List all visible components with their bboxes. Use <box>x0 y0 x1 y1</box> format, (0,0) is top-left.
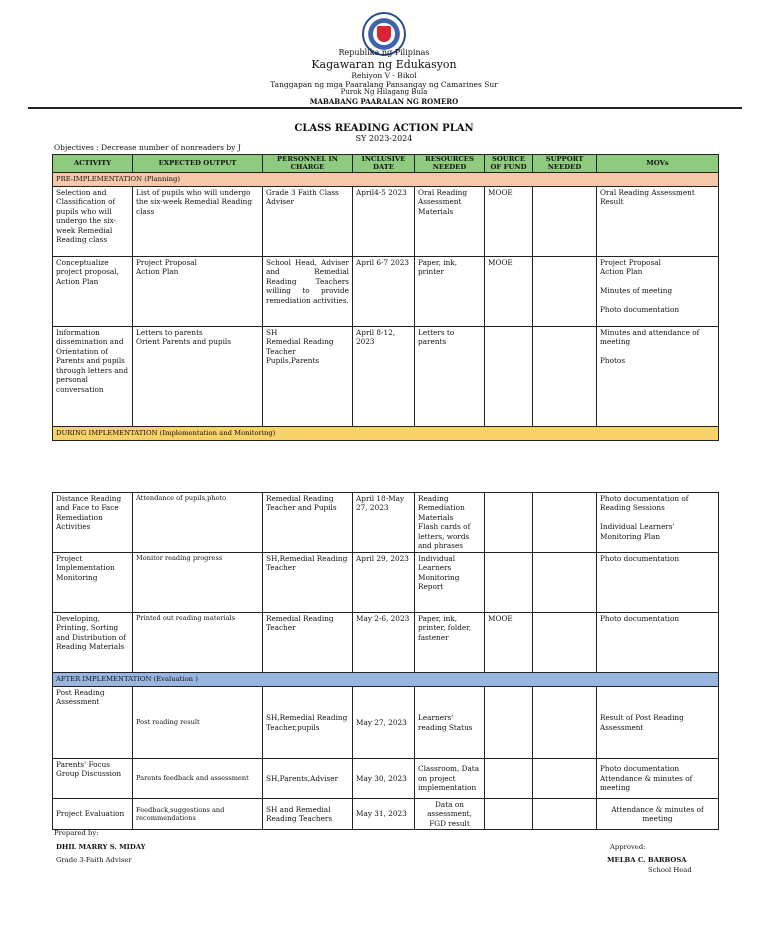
cell-personnel: Remedial Reading Teacher <box>263 613 353 673</box>
page-title: CLASS READING ACTION PLAN <box>294 123 474 134</box>
cell-output: Project Proposal Action Plan <box>133 256 263 326</box>
col-header-activity: ACTIVITY <box>53 155 133 173</box>
cell-fund: MOOE <box>485 186 533 256</box>
cell-support <box>533 799 597 830</box>
phase-during-implementation: DURING IMPLEMENTATION (Implementation and Monitoring) <box>53 426 719 440</box>
cell-personnel: SH,Remedial Reading Teacher <box>263 553 353 613</box>
cell-activity: Conceptualize project proposal, Action Plan <box>53 256 133 326</box>
cell-support <box>533 326 597 426</box>
cell-support <box>533 256 597 326</box>
cell-resources: Paper, ink, printer, folder, fastener <box>415 613 485 673</box>
prepared-by-label: Prepared by: <box>54 829 99 837</box>
cell-fund <box>485 687 533 759</box>
cell-activity: Parents' Focus Group Discussion <box>53 759 133 799</box>
cell-personnel: SH Remedial Reading Teacher Pupils,Parents <box>263 326 353 426</box>
cell-date: May 27, 2023 <box>353 687 415 759</box>
cell-personnel: SH,Parents,Adviser <box>263 759 353 799</box>
cell-fund <box>485 553 533 613</box>
cell-activity: Post Reading Assessment <box>53 687 133 759</box>
cell-activity: Selection and Classification of pupils who will undergo the six-week Remedial Reading class <box>53 186 133 256</box>
header-region: Rehiyon V - Bikol <box>351 71 417 80</box>
cell-support <box>533 493 597 553</box>
col-header-resources: RESOURCES NEEDED <box>415 155 485 173</box>
phase-after-implementation: AFTER IMPLEMENTATION (Evaluation ) <box>53 673 719 687</box>
cell-resources: Reading Remediation Materials Flash cards of letters, words and phrases <box>415 493 485 553</box>
col-header-personnel: PERSONNEL IN CHARGE <box>263 155 353 173</box>
cell-support <box>533 613 597 673</box>
cell-resources: Paper, ink, printer <box>415 256 485 326</box>
cell-support <box>533 186 597 256</box>
table-row <box>53 759 719 799</box>
cell-activity: Information dissemination and Orientation of Parents and pupils through letters and personal conversation <box>53 326 133 426</box>
action-plan-table-part2 <box>52 492 719 830</box>
approved-name: MELBA C. BARBOSA <box>607 856 687 864</box>
cell-fund <box>485 799 533 830</box>
cell-movs: Result of Post Reading Assessment <box>597 687 719 759</box>
cell-movs: Photo documentation <box>597 613 719 673</box>
cell-date: April 8-12, 2023 <box>353 326 415 426</box>
cell-movs: Photo documentation <box>597 553 719 613</box>
cell-fund <box>485 759 533 799</box>
cell-movs: Photo documentation Attendance & minutes of meeting <box>597 759 719 799</box>
cell-date: May 30, 2023 <box>353 759 415 799</box>
cell-activity: Developing, Printing, Sorting and Distribution of Reading Materials <box>53 613 133 673</box>
cell-date: May 2-6, 2023 <box>353 613 415 673</box>
table-row <box>53 553 719 613</box>
cell-movs: Minutes and attendance of meeting Photos <box>597 326 719 426</box>
cell-resources: Individual Learners Monitoring Report <box>415 553 485 613</box>
cell-resources: Oral Reading Assessment Materials <box>415 186 485 256</box>
header-department: Kagawaran ng Edukasyon <box>311 58 457 71</box>
cell-resources: Classroom, Data on project implementation <box>415 759 485 799</box>
col-header-fund: SOURCE OF FUND <box>485 155 533 173</box>
col-header-expected-output: EXPECTED OUTPUT <box>133 155 263 173</box>
col-header-support: SUPPORT NEEDED <box>533 155 597 173</box>
cell-output: Monitor reading progress <box>133 553 263 613</box>
cell-movs: Photo documentation of Reading Sessions Individual Learners' Monitoring Plan <box>597 493 719 553</box>
cell-personnel: School Head, Adviser and Remedial Reading Teachers willing to provide remediation activities. <box>263 256 353 326</box>
cell-support <box>533 553 597 613</box>
cell-support <box>533 759 597 799</box>
cell-output: Printed out reading materials <box>133 613 263 673</box>
action-plan-table-part1 <box>52 154 719 441</box>
cell-activity: Distance Reading and Face to Face Remediation Activities <box>53 493 133 553</box>
cell-personnel: SH,Remedial Reading Teacher,pupils <box>263 687 353 759</box>
cell-personnel: SH and Remedial Reading Teachers <box>263 799 353 830</box>
cell-movs: Project Proposal Action Plan Minutes of meeting Photo documentation <box>597 256 719 326</box>
approved-label: Approved: <box>610 843 646 851</box>
table-header-row <box>53 155 719 173</box>
cell-date: April 29, 2023 <box>353 553 415 613</box>
approved-role: School Head <box>648 866 692 874</box>
header-school: MABABANG PAARALAN NG ROMERO <box>309 97 459 106</box>
table-row <box>53 186 719 256</box>
cell-output: Parents feedback and assessment <box>133 759 263 799</box>
table-row <box>53 493 719 553</box>
cell-output: Letters to parents Orient Parents and pupils <box>133 326 263 426</box>
cell-output: Attendance of pupils,photo <box>133 493 263 553</box>
cell-output: Feedback,suggestions and recommendations <box>133 799 263 830</box>
cell-output: List of pupils who will undergo the six-week Remedial Reading class <box>133 186 263 256</box>
cell-date: April4-5 2023 <box>353 186 415 256</box>
table-row <box>53 687 719 759</box>
header-divider <box>28 107 742 109</box>
prepared-by-name: DHIL MARRY S. MIDAY <box>56 843 146 851</box>
header-division: Tanggapan ng mga Paaralang Pansangay ng Camarines Sur <box>270 80 498 89</box>
cell-date: May 31, 2023 <box>353 799 415 830</box>
cell-fund <box>485 326 533 426</box>
cell-resources: Learners' reading Status <box>415 687 485 759</box>
cell-date: April 18-May 27, 2023 <box>353 493 415 553</box>
table-row <box>53 326 719 426</box>
school-year: SY 2023-2024 <box>355 134 413 143</box>
cell-date: April 6-7 2023 <box>353 256 415 326</box>
cell-output: Post reading result <box>133 687 263 759</box>
cell-activity: Project Implementation Monitoring <box>53 553 133 613</box>
cell-fund: MOOE <box>485 613 533 673</box>
cell-support <box>533 687 597 759</box>
cell-activity: Project Evaluation <box>53 799 133 830</box>
table-row <box>53 613 719 673</box>
cell-fund: MOOE <box>485 256 533 326</box>
header-district: Purok Ng Hilagang Bula <box>340 88 428 96</box>
cell-fund <box>485 493 533 553</box>
cell-resources: Letters to parents <box>415 326 485 426</box>
cell-movs: Oral Reading Assessment Result <box>597 186 719 256</box>
phase-pre-implementation: PRE-IMPLEMENTATION (Planning) <box>53 173 719 187</box>
cell-resources: Data on assessment, FGD result <box>415 799 485 830</box>
cell-personnel: Remedial Reading Teacher and Pupils <box>263 493 353 553</box>
col-header-movs: MOVs <box>597 155 719 173</box>
prepared-by-role: Grade 3-Faith Adviser <box>56 856 132 864</box>
objectives: Objectives : Decrease number of nonreaders by J <box>54 143 241 152</box>
cell-movs: Attendance & minutes of meeting <box>597 799 719 830</box>
table-row <box>53 256 719 326</box>
header-republic: Republika ng Pilipinas <box>338 48 430 57</box>
table-row <box>53 799 719 830</box>
col-header-date: INCLUSIVE DATE <box>353 155 415 173</box>
cell-personnel: Grade 3 Faith Class Adviser <box>263 186 353 256</box>
